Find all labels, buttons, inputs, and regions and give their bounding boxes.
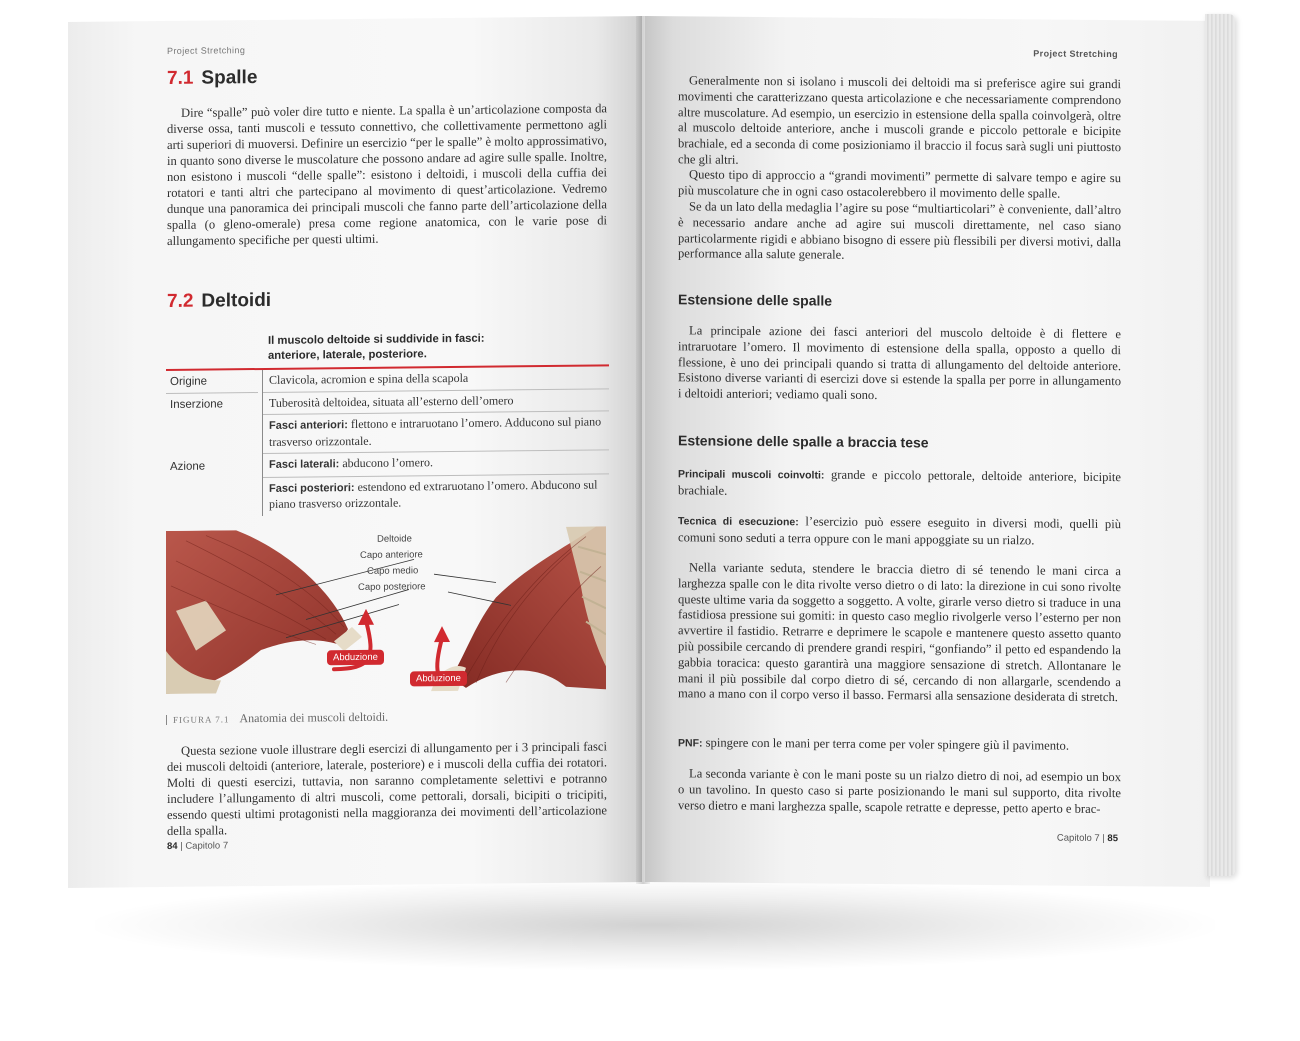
right-page bbox=[645, 16, 1210, 887]
lead-label: Tecnica di esecuzione: bbox=[678, 515, 799, 529]
lead-label: Principali muscoli coinvolti: bbox=[678, 468, 825, 482]
figure-label: Deltoide bbox=[377, 533, 412, 545]
folio-left bbox=[167, 840, 228, 852]
running-head-right: Project Stretching bbox=[1033, 48, 1118, 60]
section-heading-7-2 bbox=[167, 290, 271, 313]
running-head-left: Project Stretching bbox=[167, 45, 246, 56]
figure-label: Capo medio bbox=[367, 565, 419, 577]
intro-paragraph: Dire “spalle” può voler dire tutto e niente. La spalla è un’articolazione composta da diverse ossa, tanti muscoli e tessuto connettivo, che collettivamente permettono agli arti superiori di muoversi. Definire un esercizio “per le spalle” è molto approssimativo, in quanto sono diverse le muscolature che possono andare ad agire sulle spalle. Inoltre, non esistono i muscoli “delle spalle”: esistono i deltoidi, i muscoli della cuffia dei rotatori e tanti altri che partecipano al movimento di quest’articolazione. Vedremo dunque una panoramica dei principali muscoli che fanno parte dell’articolazione della spalla (o gleno-omerale) presa come regione anatomica, con le varie pose di allungamento specifiche per questi ultimi. bbox=[167, 101, 607, 248]
row-lead: Fasci posteriori: bbox=[269, 481, 355, 495]
table-values bbox=[262, 366, 609, 515]
abduction-badge: Abduzione bbox=[327, 650, 384, 666]
page-number: 84 bbox=[167, 840, 178, 852]
table-header-line: anteriore, laterale, posteriore. bbox=[268, 348, 427, 362]
table-header-line: Il muscolo deltoide si suddivide in fasci: bbox=[268, 332, 485, 347]
page-edges bbox=[1205, 14, 1235, 876]
row-lead: Fasci laterali: bbox=[269, 458, 340, 471]
paragraph: Se da un lato della medaglia l’agire su pose “multiarticolari” è conveniente, dall’altro è necessario andare anche ad agire sui muscoli direttamente, nel caso siano particolarmente rigidi e abbiano bisogno di essere più flessibili per diversi motivi, dalla performance alla salute generale. bbox=[678, 199, 1121, 263]
technique-paragraph bbox=[678, 513, 1121, 549]
closing-paragraph: Questa sezione vuole illustrare degli esercizi di allungamento per i 3 principali fasci dei muscoli deltoidi (anteriore, laterale, posteriore) e i muscoli della cuffia dei rotatori. Molti di questi esercizi, tuttavia, non saranno completamente selettivi e potranno includere l’allungamento di altri muscoli, come pettorali, dorsali, bicipiti o tricipiti, essendo questi ultimi protagonisti nella maggioranza dei movimenti dell’articolazione della spalla. bbox=[167, 739, 607, 838]
paragraph: La seconda variante è con le mani poste su un rialzo dietro di noi, ad esempio un box o un tavolino. In questo caso si parte posizionando le mani sul supporto, dita rivolte verso dietro e mani larghezza spalle, scapole retratte e depresse, petto aperto e brac- bbox=[678, 766, 1121, 816]
pnf-paragraph bbox=[678, 735, 1121, 756]
row-text: estendono ed extraruotano l’omero. Abducono sul piano trasverso orizzontale. bbox=[269, 476, 598, 511]
figure-label: Capo anteriore bbox=[360, 549, 423, 561]
chapter-label: | Capitolo 7 bbox=[177, 840, 229, 852]
row-lead: Fasci anteriori: bbox=[269, 419, 348, 432]
row-text: flettono e intraruotano l’omero. Adducono sul piano trasverso orizzontale. bbox=[269, 414, 602, 449]
figure-tag: FIGURA 7.1 bbox=[166, 714, 230, 725]
arrow-up-icon bbox=[434, 626, 450, 642]
lead-label: PNF: bbox=[678, 737, 703, 750]
section-title: Spalle bbox=[201, 67, 258, 89]
table-labels bbox=[166, 370, 262, 517]
subheading: Estensione delle spalle a braccia tese bbox=[678, 432, 929, 451]
folio-right bbox=[1057, 833, 1118, 845]
subheading: Estensione delle spalle bbox=[678, 291, 833, 309]
table-row bbox=[263, 411, 609, 454]
caption-text: Anatomia dei muscoli deltoidi. bbox=[239, 709, 389, 726]
lead-text: spingere con le mani per terra come per voler spingere giù il pavimento. bbox=[702, 735, 1069, 753]
page-number: 85 bbox=[1107, 833, 1118, 845]
deltoid-table bbox=[166, 330, 609, 516]
paragraph: La principale azione dei fasci anteriori del muscolo deltoide è di flettere e intraruotare l’omero. Il movimento di estensione della spalla, opposto a quello di flessione, è uno dei principali quando si tratta di allungamento del deltoide anteriore. Esistono diverse varianti di esercizi dove si estende la spalla per porre in allungamento i deltoidi anteriori; vediamo quali sono. bbox=[678, 323, 1121, 403]
figure-label: Capo posteriore bbox=[358, 581, 426, 593]
left-page bbox=[68, 16, 642, 888]
muscles-paragraph bbox=[678, 466, 1121, 502]
arrow-up-icon bbox=[358, 609, 374, 625]
divider bbox=[166, 392, 258, 394]
lead-text: l’esercizio può essere eseguito in diversi modi, quelli più comuni sono seduti a terra oppure con le mani appoggiate su un rialzo. bbox=[678, 514, 1122, 548]
label-azione: Azione bbox=[170, 460, 206, 473]
row-text: abducono l’omero. bbox=[339, 455, 433, 471]
label-origine: Origine bbox=[170, 375, 208, 388]
table-header bbox=[268, 330, 609, 368]
section-title: Deltoidi bbox=[201, 289, 272, 312]
table-row bbox=[263, 474, 609, 516]
section-number: 7.1 bbox=[167, 67, 194, 89]
table-row: Clavicola, acromion e spina della scapola bbox=[263, 366, 609, 392]
deltoid-anatomy-figure bbox=[166, 526, 606, 694]
figure-caption bbox=[166, 710, 388, 727]
label-inserzione: Inserzione bbox=[170, 398, 224, 411]
paragraph: Nella variante seduta, stendere le braccia dietro di sé tenendo le mani circa a larghezza spalle con le dita rivolte verso dietro o di lato: la direzione in cui sono rivolte queste ultime varia da soggetto a soggetto. A volte, girarle verso dietro si traduce in una fastidiosa pressione sui gomiti: in questo caso meglio rivolgerle verso l’esterno per non avvertire il fastidio. Retrarre e deprimere le scapole e mantenere questo assetto quanto più possibile cercando di prendere grandi respiri, “gonfiando” il petto ed espandendo la gabbia toracica: questo garantirà una maggiore sensazione di stretch. Allontanare le mani il più possibile dal corpo dietro di sé, cercando di non allargarle, scendendo a mano a mano con il corpo verso il basso. Fermarsi alla sensazione desiderata di stretch. bbox=[678, 560, 1121, 705]
lead-text: grande e piccolo pettorale, deltoide anteriore, bicipite brachiale. bbox=[678, 467, 1121, 498]
book-shadow bbox=[95, 880, 1215, 970]
chapter-label: Capitolo 7 | bbox=[1056, 832, 1108, 845]
paragraph: Generalmente non si isolano i muscoli dei deltoidi ma si preferisce agire sui grandi movimenti che caratterizzano questa articolazione e che necessariamente comprendono altre muscolature. Ad esempio, un esercizio in estensione della spalla coinvolgerà, oltre al muscolo deltoide anteriore, anche i muscoli grande e piccolo pettorale e bicipite brachiale, ed a seconda di come posizioniamo il braccio il focus sarà sugli uni piuttosto che gli altri. bbox=[678, 73, 1121, 167]
paragraph: Questo tipo di approccio a “grandi movimenti” permette di salvare tempo e agire su più muscolature che in ogni caso ostacolerebbero il movimento delle spalle. bbox=[678, 167, 1121, 201]
table-row: Tuberosità deltoidea, situata all’esterno dell’omero bbox=[263, 389, 609, 415]
abduction-badge: Abduzione bbox=[410, 671, 467, 687]
section-heading-7-1 bbox=[167, 67, 257, 90]
section-number: 7.2 bbox=[167, 290, 194, 312]
